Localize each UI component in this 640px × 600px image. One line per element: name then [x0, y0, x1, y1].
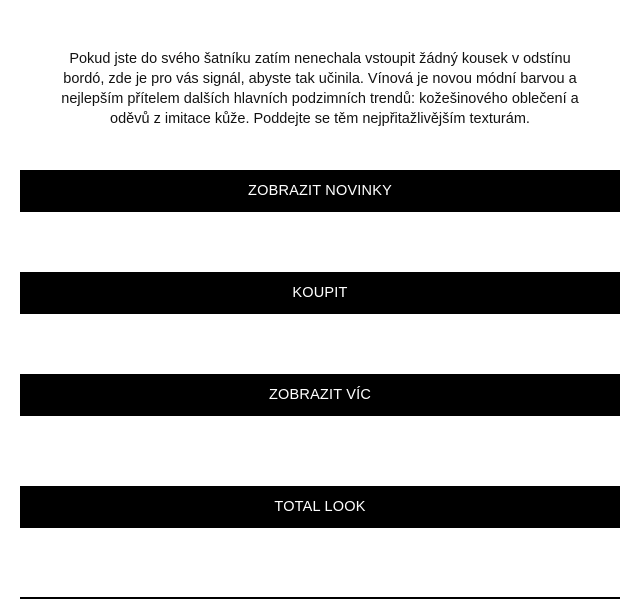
total-look-button[interactable]: TOTAL LOOK [20, 486, 620, 528]
show-more-button[interactable]: ZOBRAZIT VÍC [20, 374, 620, 416]
buy-button[interactable]: KOUPIT [20, 272, 620, 314]
bottom-divider [20, 597, 620, 599]
intro-paragraph: Pokud jste do svého šatníku zatím nenechala vstoupit žádný kousek v odstínu bordó, zde je pro vás signál, abyste tak učinila. Vínová je novou módní barvou a nejlepším přítelem dalších hlavních podzimních trendů: kožešinového oblečení a oděvů z imitace kůže. Poddejte se těm nejpřitažlivějším texturám. [61, 51, 579, 127]
show-new-button[interactable]: ZOBRAZIT NOVINKY [20, 170, 620, 212]
